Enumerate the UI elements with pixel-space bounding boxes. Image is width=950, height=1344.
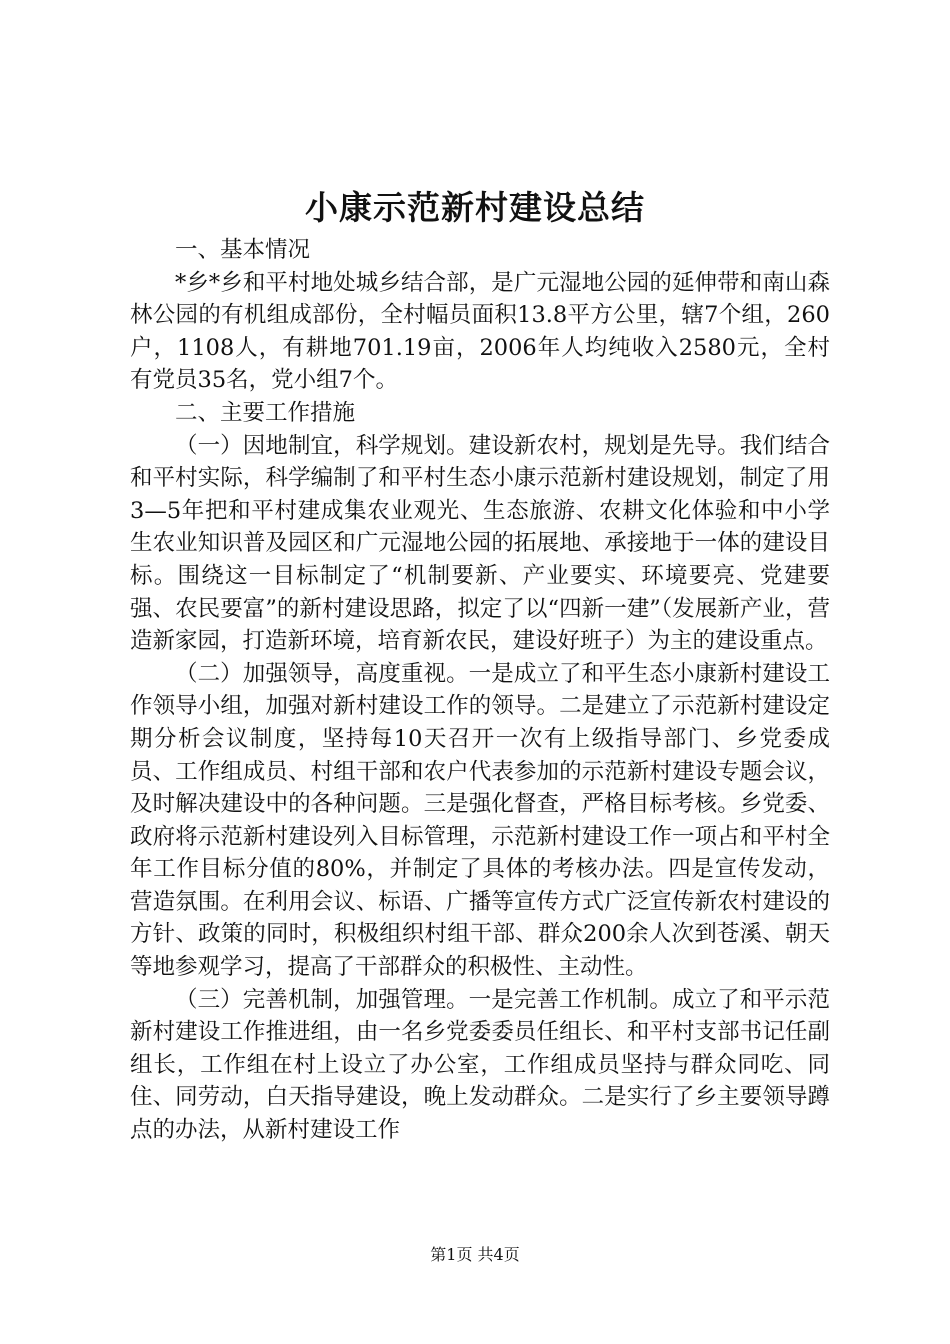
page-footer: 第1页 共4页 bbox=[430, 1245, 520, 1264]
section-heading-basic-info: 一、基本情况 bbox=[175, 237, 311, 263]
paragraph-leadership: （二）加强领导，高度重视。一是成立了和平生态小康新村建设工作领导小组，加强对新村建设工作的领导。二是建立了示范新村建设定期分析会议制度，坚持每10天召开一次有上级指导部门、乡党委成员、工作组成员、村组干部和农户代表参加的示范新村建设专题会议，及时解决建设中的各种问题。三是强化督查，严格目标考核。乡党委、政府将示范新村建设列入目标管理，示范新村建设工作一项占和平村全年工作目标分值的80%，并制定了具体的考核办法。四是宣传发动，营造氛围。在利用会议、标语、广播等宣传方式广泛宣传新农村建设的方针、政策的同时，积极组织村组干部、群众200余人次到苍溪、朝天等地参观学习，提高了干部群众的积极性、主动性。 bbox=[130, 660, 830, 981]
section-heading-main-measures: 二、主要工作措施 bbox=[175, 399, 356, 426]
paragraph-planning: （一）因地制宜，科学规划。建设新农村，规划是先导。我们结合和平村实际，科学编制了和平村生态小康示范新村建设规划，制定了用3—5年把和平村建成集农业观光、生态旅游、农耕文化体验和中小学生农业知识普及园区和广元湿地公园的拓展地、承接地于一体的建设目标。围绕这一目标制定了“机制要新、产业要实、环境要亮、党建要强、农民要富”的新村建设思路，拟定了以“四新一建”（发展新产业，营造新家园，打造新环境，培育新农民，建设好班子）为主的建设重点。 bbox=[130, 432, 830, 655]
document-body bbox=[130, 234, 830, 1147]
document-title: 小康示范新村建设总结 bbox=[305, 188, 645, 227]
paragraph-basic-info: *乡*乡和平村地处城乡结合部，是广元湿地公园的延伸带和南山森林公园的有机组成部份，全村幅员面积13.8平方公里，辖7个组，260户，1108人，有耕地701.19亩，2006年人均纯收入2580元，全村有党员35名，党小组7个。 bbox=[130, 269, 830, 394]
paragraph-mechanism: （三）完善机制，加强管理。一是完善工作机制。成立了和平示范新村建设工作推进组，由一名乡党委委员任组长、和平村支部书记任副组长，工作组在村上设立了办公室，工作组成员坚持与群众同吃、同住、同劳动，白天指导建设，晚上发动群众。二是实行了乡主要领导蹲点的办法，从新村建设工作 bbox=[130, 986, 830, 1144]
